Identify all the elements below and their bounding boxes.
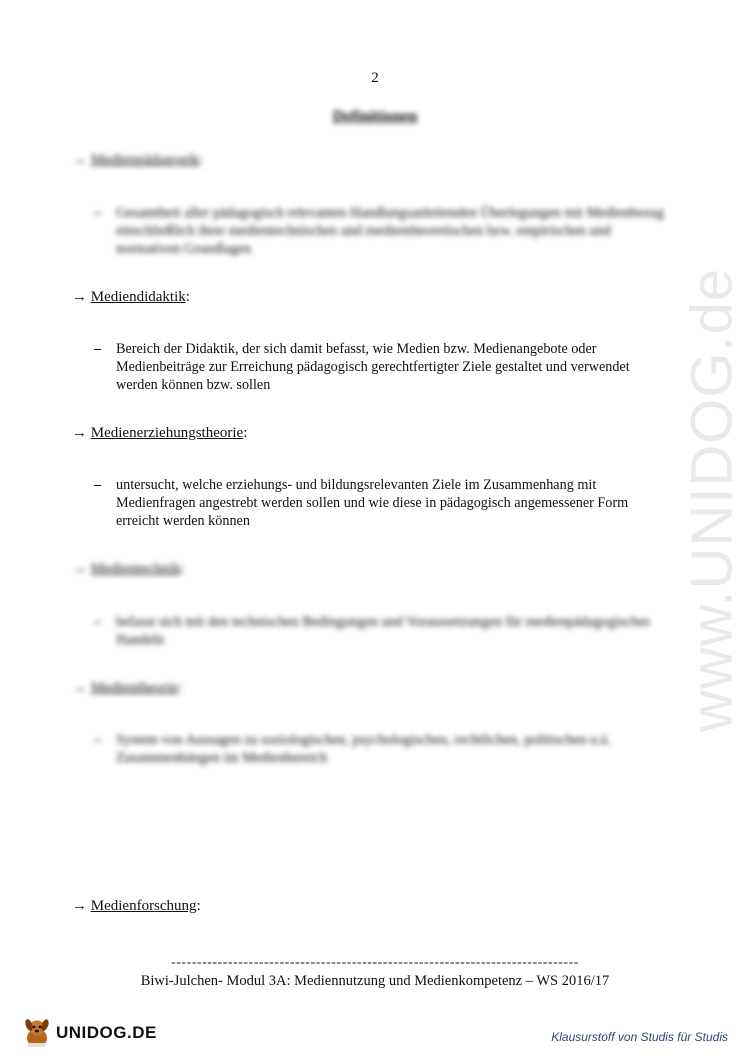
definition-text: System von Aussagen zu soziologischen, psychologischen, rechtlichen, politischen u.ä. Zusammenhängen im Medienbereich <box>116 732 611 766</box>
arrow-icon: → <box>72 425 87 441</box>
term-medienpaedagogik: → Medienpädagogik: <box>72 152 204 168</box>
term-mediendidaktik: → Mediendidaktik: <box>72 289 190 305</box>
arrow-icon: → <box>72 561 87 577</box>
definition-medientechnik <box>94 613 674 649</box>
arrow-icon: → <box>72 152 87 168</box>
definition-text: untersucht, welche erziehungs- und bildungsrelevanten Ziele im Zusammenhang mit Medienfragen angestrebt werden sollen und wie diese in pädagogisch angemessener Form erreicht werden können <box>116 477 629 529</box>
definition-mediendidaktik <box>94 340 674 394</box>
term-label: Medienerziehungstheorie <box>90 425 244 441</box>
dog-mascot-icon <box>22 1017 52 1049</box>
arrow-icon: → <box>72 898 87 914</box>
watermark: www.UNIDOG.de <box>679 267 745 733</box>
definition-text: Gesamtheit aller pädagogisch relevanten Handlungsanleitenden Überlegungen mit Medienbezug einschließlich ihrer medientechnischen und medientheoretischen bzw. empirischen und normativen Grundlagen <box>116 205 664 257</box>
unidog-logo[interactable] <box>22 1015 157 1051</box>
definition-text: befasst sich mit den technischen Bedingungen und Voraussetzungen für medienpädagogisches Handeln <box>116 614 651 648</box>
definition-medienpaedagogik <box>94 204 674 258</box>
bullet-dash: – <box>94 341 102 357</box>
arrow-icon: → <box>72 289 87 305</box>
bullet-dash: – <box>94 205 102 221</box>
term-label: Medienpädagogik <box>90 152 200 168</box>
arrow-icon: → <box>72 680 87 696</box>
bullet-dash: – <box>94 477 102 493</box>
term-medientechnik: → Medientechnik: <box>72 561 185 577</box>
term-label: Medienforschung <box>90 898 197 914</box>
page-number: 2 <box>371 70 379 86</box>
bullet-dash: – <box>94 732 102 748</box>
footer-text: Biwi-Julchen- Modul 3A: Mediennutzung und Medienkompetenz – WS 2016/17 <box>140 973 610 989</box>
tagline: Klausurstoff von Studis für Studis <box>551 1030 728 1044</box>
logo-text: UNIDOG.DE <box>56 1023 157 1042</box>
term-label: Medientechnik <box>90 561 181 577</box>
term-medientheorie: → Medientheorie: <box>72 680 183 696</box>
definition-text: Bereich der Didaktik, der sich damit befasst, wie Medien bzw. Medienangebote oder Medienbeiträge zur Erreichung pädagogisch gerechtfertigter Ziele gestaltet und verwendet werden können bzw. sollen <box>116 341 630 393</box>
term-medienforschung: → Medienforschung: <box>72 898 201 914</box>
definition-medienerziehungstheorie <box>94 476 674 530</box>
term-label: Medientheorie <box>90 680 179 696</box>
definition-medientheorie <box>94 731 674 767</box>
footer-divider: ------------------------------------------------------------------------------- <box>171 955 579 970</box>
bullet-dash: – <box>94 614 102 630</box>
document-title: Definitionen <box>332 108 418 125</box>
term-label: Mediendidaktik <box>90 289 186 305</box>
term-medienerziehungstheorie: → Medienerziehungstheorie: <box>72 425 248 441</box>
